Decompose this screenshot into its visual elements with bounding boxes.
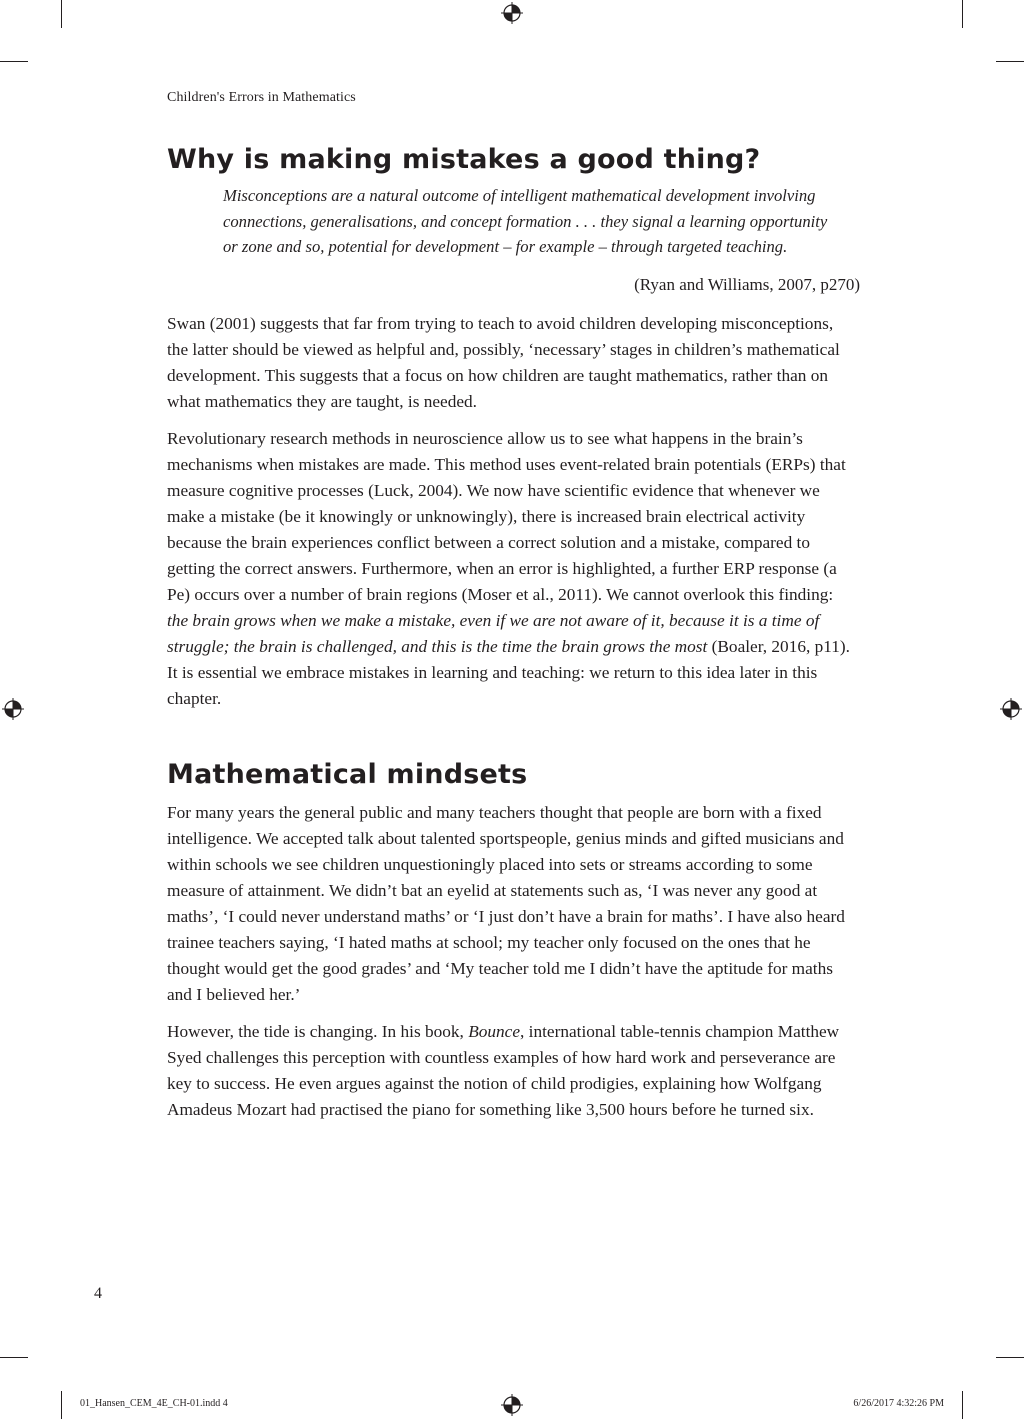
section-heading: Mathematical mindsets	[167, 758, 528, 790]
crop-mark	[996, 1357, 1024, 1358]
slug-filename: 01_Hansen_CEM_4E_CH-01.indd 4	[80, 1398, 228, 1409]
crop-mark	[61, 1391, 62, 1419]
slug-timestamp: 6/26/2017 4:32:26 PM	[853, 1398, 944, 1409]
registration-mark-icon	[1000, 698, 1022, 720]
page-content	[167, 138, 860, 1123]
quote-citation: (Ryan and Williams, 2007, p270)	[634, 274, 860, 294]
paragraph: Swan (2001) suggests that far from trying to teach to avoid children developing misconceptions, the latter should be viewed as helpful and, possibly, ‘necessary’ stages in children’s mathematical development. This suggests that a focus on how children are taught mathematics, rather than on what mathematics they are taught, is needed.	[167, 313, 840, 411]
paragraph-text: Revolutionary research methods in neuroscience allow us to see what happens in the brain’s mechanisms when mistakes are made. This method uses event-related brain potentials (ERPs) that measure cognitive processes (Luck, 2004). We now have scientific evidence that whenever we make a mistake (be it knowingly or unknowingly), there is increased brain electrical activity because the brain experiences conflict between a correct solution and a mistake, compared to getting the correct answers. Furthermore, when an error is highlighted, a further ERP response (a Pe) occurs over a number of brain regions (Moser et al., 2011). We cannot overlook this finding:	[167, 428, 846, 604]
crop-mark	[0, 61, 28, 62]
registration-mark-icon	[2, 698, 24, 720]
registration-mark-icon	[501, 2, 523, 24]
paragraph: For many years the general public and many teachers thought that people are born with a fixed intelligence. We accepted talk about talented sportspeople, genius minds and gifted musicians and within schools we see children unquestioningly placed into sets or streams according to some measure of attainment. We didn’t bat an eyelid at statements such as, ‘I was never any good at maths’, ‘I could never understand maths’ or ‘I just don’t have a brain for maths’. I have also heard trainee teachers saying, ‘I hated maths at school; my teacher only focused on the ones that he thought would get the good grades’ and ‘My teacher told me I didn’t have the aptitude for maths and I believed her.’	[167, 802, 845, 1004]
registration-mark-icon	[501, 1394, 523, 1416]
paragraph-text: (Boaler, 2016, p11). It is essential we embrace mistakes in learning and teaching: we return to this idea later in this chapter.	[167, 636, 850, 708]
paragraph-text: , international table-tennis champion Matthew Syed challenges this perception with countless examples of how hard work and perseverance are key to success. He even argues against the notion of child prodigies, explaining how Wolfgang Amadeus Mozart had practised the piano for something like 3,500 hours before he turned six.	[167, 1021, 840, 1119]
emphasized-text: the brain grows when we make a mistake, even if we are not aware of it, because it is a time of struggle; the brain is challenged, and this is the time the brain grows the most	[167, 610, 820, 656]
block-quote: Misconceptions are a natural outcome of intelligent mathematical development involving connections, generalisations, and concept formation . . . they signal a learning opportunity or zone and so, potential for development – for example – through targeted teaching.	[223, 186, 828, 256]
page-number: 4	[94, 1285, 102, 1302]
crop-mark	[996, 61, 1024, 62]
running-head: Children's Errors in Mathematics	[167, 90, 356, 105]
crop-mark	[962, 0, 963, 28]
paragraph	[167, 426, 857, 712]
crop-mark	[61, 0, 62, 28]
book-title: Bounce	[468, 1021, 521, 1041]
paragraph	[167, 1019, 857, 1123]
section-heading: Why is making mistakes a good thing?	[167, 144, 761, 175]
crop-mark	[962, 1391, 963, 1419]
crop-mark	[0, 1357, 28, 1358]
paragraph-text: However, the tide is changing. In his book,	[167, 1021, 469, 1041]
